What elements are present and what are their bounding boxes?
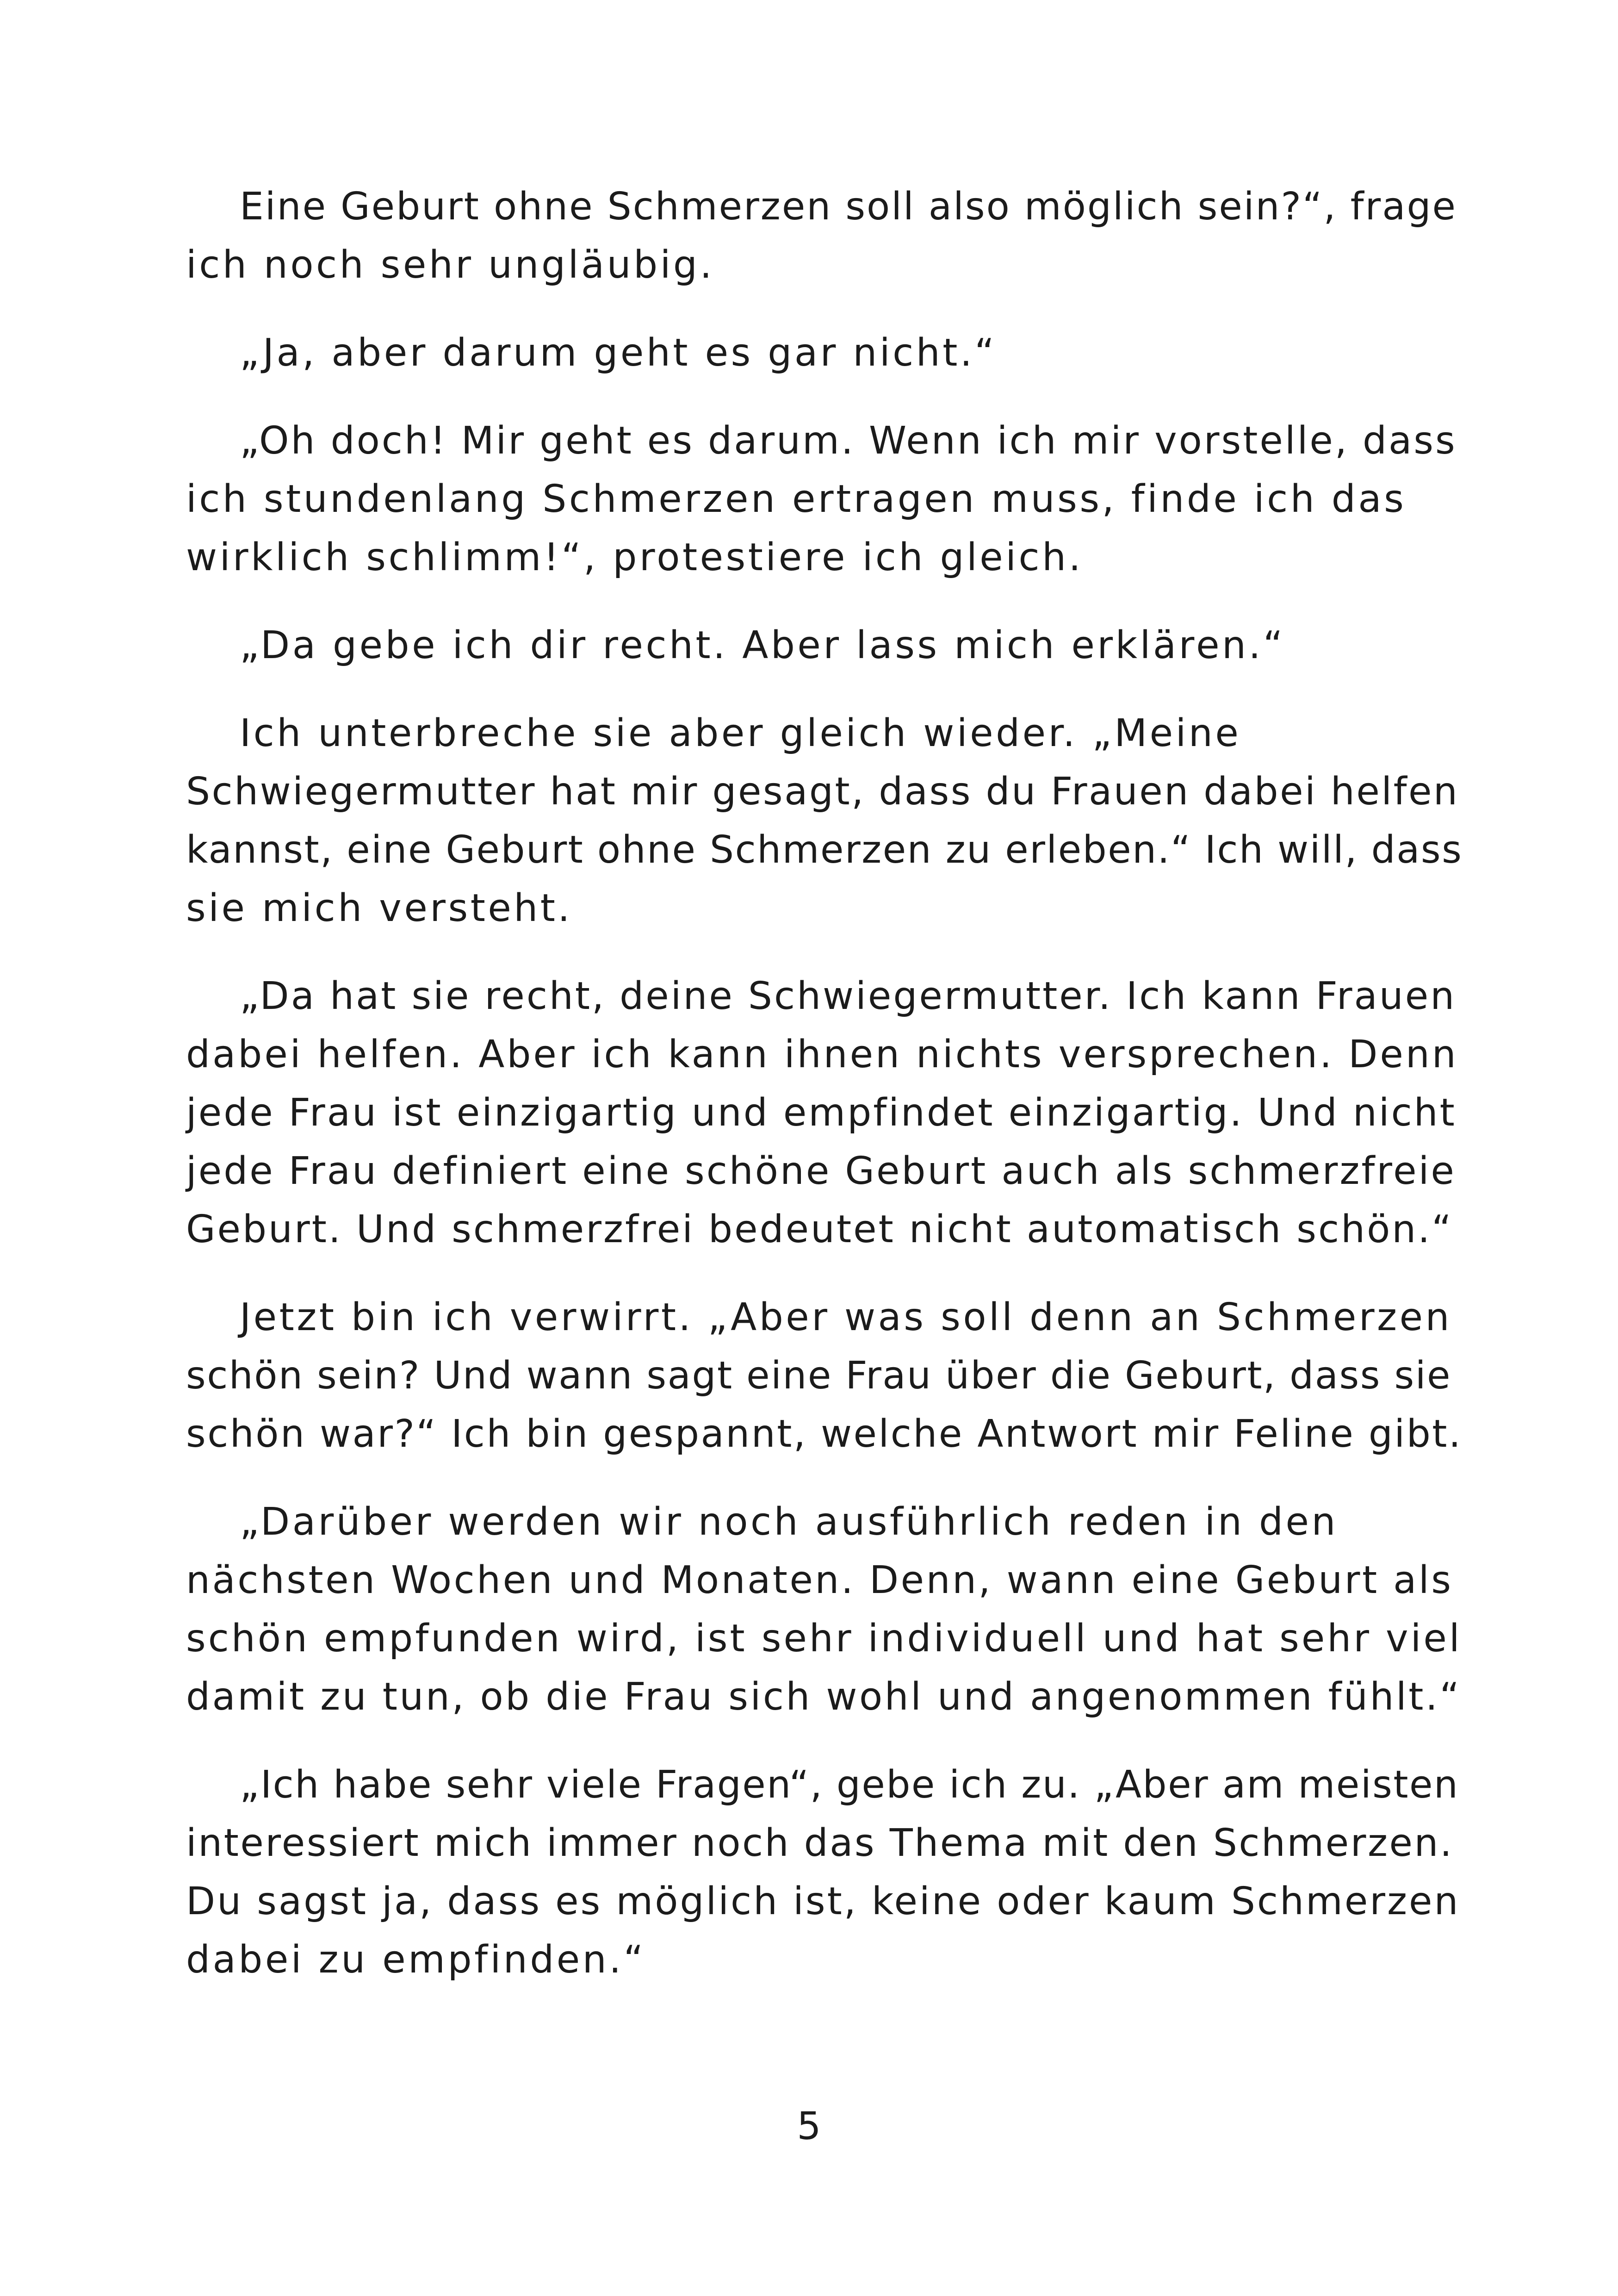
text-line: interessiert mich immer noch das Thema mit den Schmerzen. <box>186 1821 1454 1865</box>
text-line: Ich unterbreche sie aber gleich wieder. „Meine <box>240 711 1241 755</box>
text-line: ich stundenlang Schmerzen ertragen muss, finde ich das <box>186 477 1407 521</box>
text-line: schön empfunden wird, ist sehr individuell und hat sehr viel <box>186 1617 1462 1661</box>
text-line: kannst, eine Geburt ohne Schmerzen zu erleben.“ Ich will, dass <box>186 828 1463 872</box>
text-line: „Oh doch! Mir geht es darum. Wenn ich mir vorstelle, dass <box>240 419 1457 463</box>
text-line: schön war?“ Ich bin gespannt, welche Antwort mir Feline gibt. <box>186 1412 1463 1456</box>
text-line: Du sagst ja, dass es möglich ist, keine oder kaum Schmerzen <box>186 1879 1460 1923</box>
text-line: Geburt. Und schmerzfrei bedeutet nicht automatisch schön.“ <box>186 1207 1453 1251</box>
text-line: „Ich habe sehr viele Fragen“, gebe ich zu. „Aber am meisten <box>240 1763 1459 1807</box>
text-line: Jetzt bin ich verwirrt. „Aber was soll denn an Schmerzen <box>240 1295 1452 1339</box>
text-line: nächsten Wochen und Monaten. Denn, wann eine Geburt als <box>186 1558 1453 1602</box>
text-line: Eine Geburt ohne Schmerzen soll also möglich sein?“, frage <box>240 185 1457 229</box>
page-number: 5 <box>797 2104 821 2148</box>
text-line: „Da hat sie recht, deine Schwiegermutter. Ich kann Frauen <box>240 974 1457 1018</box>
text-line: schön sein? Und wann sagt eine Frau über die Geburt, dass sie <box>186 1354 1451 1398</box>
text-line: sie mich versteht. <box>186 886 572 930</box>
text-line: jede Frau ist einzigartig und empfindet einzigartig. Und nicht <box>186 1091 1457 1135</box>
text-line: jede Frau definiert eine schöne Geburt auch als schmerzfreie <box>186 1149 1456 1193</box>
text-line: ich noch sehr ungläubig. <box>186 243 715 287</box>
text-line: damit zu tun, ob die Frau sich wohl und angenommen fühlt.“ <box>186 1675 1462 1719</box>
text-line: „Darüber werden wir noch ausführlich reden in den <box>240 1500 1338 1544</box>
text-line: wirklich schlimm!“, protestiere ich gleich. <box>186 535 1084 579</box>
text-line: „Ja, aber darum geht es gar nicht.“ <box>240 331 997 375</box>
text-line: dabei zu empfinden.“ <box>186 1938 646 1982</box>
text-line: „Da gebe ich dir recht. Aber lass mich erklären.“ <box>240 623 1286 667</box>
text-line: dabei helfen. Aber ich kann ihnen nichts versprechen. Denn <box>186 1033 1458 1076</box>
text-line: Schwiegermutter hat mir gesagt, dass du Frauen dabei helfen <box>186 770 1459 814</box>
